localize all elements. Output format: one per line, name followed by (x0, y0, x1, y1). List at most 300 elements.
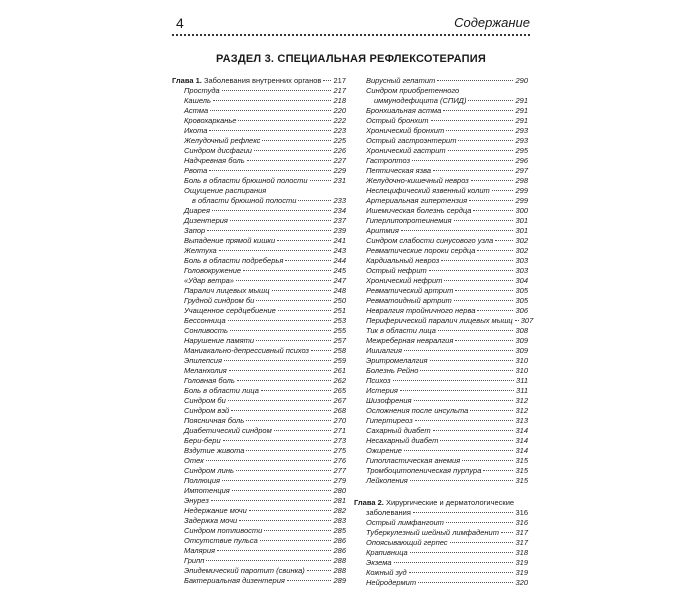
toc-entry-title: Артериальная гипертензия (366, 196, 468, 205)
toc-entry (172, 456, 346, 466)
toc-entry-title: Дизентерия (184, 216, 228, 225)
toc-entry-page: 229 (333, 166, 346, 175)
chapter-1-heading (172, 76, 346, 86)
toc-entry (172, 516, 346, 526)
toc-entry-title: Простуда (184, 86, 220, 95)
toc-entry (354, 106, 528, 116)
toc-entry-title: Вирусный гепатит (366, 76, 436, 85)
dot-leader (298, 200, 331, 201)
toc-entry-page: 231 (333, 176, 346, 185)
toc-entry (172, 376, 346, 386)
toc-entry-title: Лейкопения (366, 476, 408, 485)
toc-entry-page: 320 (515, 578, 528, 587)
toc-entry-title: Кожный зуд (366, 568, 407, 577)
toc-entry-page: 301 (515, 216, 528, 225)
toc-entry-page: 244 (333, 256, 346, 265)
toc-entry-title: Нейродермит (366, 578, 417, 587)
toc-entry-title: Периферический паралич лицевых мышц (366, 316, 513, 325)
toc-entry-page: 253 (333, 316, 346, 325)
toc-entry-page: 297 (515, 166, 528, 175)
dot-leader (217, 550, 331, 551)
toc-entry-title: Межреберная невралгия (366, 336, 454, 345)
dot-leader (438, 330, 514, 331)
toc-entry-title: Сонливость (184, 326, 228, 335)
dot-leader (443, 110, 513, 111)
toc-entry-page: 314 (515, 426, 528, 435)
toc-entry-page: 309 (515, 336, 528, 345)
toc-entry-page: 218 (333, 96, 346, 105)
toc-entry-page: 303 (515, 256, 528, 265)
toc-entry-title: Синдром приобретенного (366, 86, 460, 95)
toc-entry (354, 396, 528, 406)
dot-leader (433, 170, 513, 171)
dot-leader (455, 340, 513, 341)
dot-leader (247, 160, 332, 161)
toc-entry-title: Тик в области лица (366, 326, 436, 335)
toc-entry (354, 126, 528, 136)
toc-entry-title: Задержка мочи (184, 516, 238, 525)
dot-leader (223, 440, 332, 441)
toc-entry-page: 271 (333, 426, 346, 435)
toc-entry (354, 568, 528, 578)
dot-leader (404, 450, 514, 451)
dot-leader (272, 290, 332, 291)
dot-leader (444, 280, 513, 281)
toc-entry-page: 281 (333, 496, 346, 505)
toc-entry-title: Хронический бронхит (366, 126, 445, 135)
toc-entry-page: 267 (333, 396, 346, 405)
toc-entry-title: Грудной синдром би (184, 296, 255, 305)
toc-entry-page: 310 (515, 366, 528, 375)
dot-leader (209, 130, 331, 131)
toc-entry-title: Бери-бери (184, 436, 221, 445)
toc-entry-title: Кардиальный невроз (366, 256, 440, 265)
dot-leader (211, 500, 332, 501)
toc-entry-page: 307 (520, 316, 534, 325)
toc-entry-page: 279 (333, 476, 346, 485)
toc-entry-title: Поллюция (184, 476, 221, 485)
toc-entry-title: Осложнения после инсульта (366, 406, 469, 415)
dot-leader (455, 290, 513, 291)
dot-leader (501, 532, 514, 533)
toc-entry-page: 308 (515, 326, 528, 335)
dot-leader (206, 560, 331, 561)
toc-entry-title: Недержание мочи (184, 506, 247, 515)
toc-entry (172, 546, 346, 556)
toc-entry (172, 356, 346, 366)
dot-leader (209, 170, 331, 171)
toc-entry-title: Экзема (366, 558, 392, 567)
toc-entry-page: 258 (333, 346, 346, 355)
chapter-title-line2: заболевания (366, 508, 411, 517)
toc-entry-title: Рвота (184, 166, 208, 175)
toc-entry-title: Несахарный диабет (366, 436, 439, 445)
dot-leader (256, 340, 331, 341)
dot-leader (410, 552, 514, 553)
dot-leader (260, 540, 332, 541)
toc-entry (172, 136, 346, 146)
toc-entry-page: 291 (515, 116, 528, 125)
toc-entry (172, 506, 346, 516)
chapter-page: 217 (333, 76, 346, 85)
toc-entry-title: Желудочный рефлекс (184, 136, 261, 145)
toc-entry-title: Психоз (366, 376, 391, 385)
toc-entry-page: 298 (515, 176, 528, 185)
toc-entry (354, 456, 528, 466)
dot-leader (246, 450, 331, 451)
toc-entry (172, 196, 346, 206)
dot-leader (229, 370, 332, 371)
dot-leader (285, 260, 331, 261)
toc-entry-page: 245 (333, 266, 346, 275)
toc-entry (354, 286, 528, 296)
toc-entry-title: Ишемическая болезнь сердца (366, 206, 472, 215)
toc-entry (354, 156, 528, 166)
toc-entry-page: 223 (333, 126, 346, 135)
toc-entry (354, 236, 528, 246)
dot-leader (307, 570, 332, 571)
toc-entry-page: 306 (515, 306, 528, 315)
dot-leader (458, 140, 513, 141)
toc-entry (354, 316, 534, 326)
toc-entry-title: Синдром потливости (184, 526, 263, 535)
toc-entry-page: 280 (333, 486, 346, 495)
toc-entry (172, 426, 346, 436)
toc-entry (172, 166, 346, 176)
toc-entry-title: Синдром вэй (184, 406, 230, 415)
toc-entry (172, 276, 346, 286)
toc-entry-title: Синдром дисфагии (184, 146, 252, 155)
toc-entry-title: Выпадение прямой кишки (184, 236, 276, 245)
dot-leader (249, 510, 332, 511)
toc-entry (354, 558, 528, 568)
toc-entry (354, 256, 528, 266)
toc-entry-page: 220 (333, 106, 346, 115)
toc-entry-title: Бактериальная дизентерия (184, 576, 285, 585)
toc-entry-title: Ревматоидный артрит (366, 296, 452, 305)
section-title: РАЗДЕЛ 3. СПЕЦИАЛЬНАЯ РЕФЛЕКСОТЕРАПИЯ (216, 53, 486, 65)
toc-entry-title: Маниакально-депрессивный психоз (184, 346, 310, 355)
toc-entry-title: Боль в области лица (184, 386, 259, 395)
toc-entry-title: Учащенное сердцебиение (184, 306, 276, 315)
dot-leader (278, 310, 332, 311)
toc-entry (172, 476, 346, 486)
dot-leader (495, 240, 513, 241)
dot-leader (264, 530, 331, 531)
dot-leader (477, 310, 513, 311)
toc-entry-page: 311 (516, 386, 528, 395)
chapter-label: Глава 1. (172, 76, 202, 85)
toc-entry (354, 196, 528, 206)
toc-entry-page: 291 (515, 106, 528, 115)
dot-leader (311, 350, 331, 351)
toc-entry (354, 296, 528, 306)
toc-entry-page: 233 (333, 196, 346, 205)
dot-leader (210, 110, 331, 111)
toc-entry-page: 226 (333, 146, 346, 155)
toc-entry-page: 285 (333, 526, 346, 535)
toc-entry (354, 166, 528, 176)
toc-entry-title: Поясничная боль (184, 416, 245, 425)
toc-entry-title: Грипп (184, 556, 205, 565)
toc-entry-page: 277 (333, 466, 346, 475)
toc-entry (354, 186, 528, 196)
toc-entry-page: 275 (333, 446, 346, 455)
toc-entry-title: Запор (184, 226, 206, 235)
toc-entry-page: 305 (515, 286, 528, 295)
toc-column-left (172, 76, 346, 586)
toc-entry (172, 576, 346, 586)
toc-entry-title: Бессонница (184, 316, 226, 325)
toc-entry-title: Ощущение распирания (184, 186, 267, 195)
toc-entry-page: 257 (333, 336, 346, 345)
toc-entry-page: 315 (515, 466, 528, 475)
toc-entry-page: 313 (515, 416, 528, 425)
toc-entry (354, 326, 528, 336)
toc-entry-page: 265 (333, 386, 346, 395)
toc-entry (354, 446, 528, 456)
toc-entry-page: 262 (333, 376, 346, 385)
toc-entry-title: Бронхиальная астма (366, 106, 442, 115)
toc-entry (354, 386, 528, 396)
toc-entry-title: Пептическая язва (366, 166, 432, 175)
dot-leader (232, 490, 332, 491)
dot-leader (287, 580, 332, 581)
toc-entries-right-2 (354, 518, 528, 588)
toc-entry (354, 426, 528, 436)
dot-leader (243, 270, 331, 271)
dot-leader (401, 230, 514, 231)
toc-entry-page: 317 (515, 538, 528, 547)
dot-leader (469, 200, 513, 201)
dot-leader (228, 320, 332, 321)
toc-entry (172, 346, 346, 356)
toc-entry-page: 302 (515, 246, 528, 255)
toc-entry-page: 268 (333, 406, 346, 415)
dot-leader (219, 250, 332, 251)
dot-leader (323, 80, 331, 81)
toc-entry-title: Гипертиреоз (366, 416, 413, 425)
toc-entry-title: Желудочно-кишечный невроз (366, 176, 469, 185)
toc-entry-title: Истерия (366, 386, 398, 395)
toc-entry (172, 106, 346, 116)
toc-entry (354, 86, 528, 96)
toc-entry (172, 156, 346, 166)
toc-entry-page: 247 (333, 276, 346, 285)
toc-entry (354, 76, 528, 86)
toc-entry-page: 300 (515, 206, 528, 215)
toc-entry (172, 296, 346, 306)
toc-entry (354, 528, 528, 538)
toc-entry-page: 248 (333, 286, 346, 295)
dot-leader (431, 120, 514, 121)
dot-leader (231, 410, 331, 411)
dot-leader (236, 470, 332, 471)
chapter-page: 316 (515, 508, 528, 517)
dot-leader (471, 180, 514, 181)
dot-leader (404, 350, 514, 351)
toc-entry (354, 246, 528, 256)
toc-entry-title: Головная боль (184, 376, 235, 385)
dot-leader (515, 320, 519, 321)
dot-leader (261, 390, 332, 391)
dot-leader (254, 150, 332, 151)
toc-entry-title: Неспецифический язвенный колит (366, 186, 490, 195)
chapter-2-heading (354, 498, 528, 518)
toc-entry (172, 416, 346, 426)
dot-leader (224, 360, 332, 361)
toc-entry (172, 436, 346, 446)
toc-entry-title: Отек (184, 456, 204, 465)
toc-entry (172, 406, 346, 416)
dot-leader (246, 420, 331, 421)
toc-entry-title: Острый гастроэнтерит (366, 136, 457, 145)
toc-entry-page: 286 (333, 546, 346, 555)
toc-entry-page: 239 (333, 226, 346, 235)
toc-entry (354, 416, 528, 426)
toc-entry-page: 291 (515, 96, 528, 105)
toc-entry-page: 312 (515, 406, 528, 415)
toc-entry (172, 126, 346, 136)
dot-leader (413, 512, 514, 513)
dot-leader (446, 522, 514, 523)
dot-leader (433, 430, 514, 431)
toc-entry (354, 276, 528, 286)
toc-entry-page: 303 (515, 266, 528, 275)
toc-entry (354, 116, 528, 126)
toc-entry-title: Паралич лицевых мышц (184, 286, 270, 295)
dot-leader (410, 480, 514, 481)
toc-entry-page: 314 (515, 436, 528, 445)
toc-entry-title: Гиперлипопротеинемия (366, 216, 452, 225)
toc-entry-title: Диарея (184, 206, 210, 215)
dot-leader (454, 300, 514, 301)
toc-entry-title: Ревматический артрит (366, 286, 454, 295)
page-number: 4 (176, 15, 184, 31)
toc-entry-page: 311 (516, 376, 528, 385)
toc-entry-title: Крапивница (366, 548, 408, 557)
toc-entries-left (172, 86, 346, 586)
dot-leader (415, 420, 514, 421)
dot-leader (277, 240, 331, 241)
toc-entry (172, 496, 346, 506)
toc-entry-title: Ревматические пороки сердца (366, 246, 476, 255)
toc-entry (172, 146, 346, 156)
toc-entry (354, 518, 528, 528)
toc-entry-title: Икота (184, 126, 208, 135)
dot-leader (262, 140, 331, 141)
toc-entry (172, 526, 346, 536)
dot-leader (212, 210, 332, 211)
dot-leader (230, 330, 332, 331)
toc-entry-title: Диабетический синдром (184, 426, 272, 435)
dot-leader (420, 370, 513, 371)
toc-entry-page: 296 (515, 156, 528, 165)
dot-leader (222, 480, 331, 481)
dot-leader (418, 582, 513, 583)
toc-entry-title: Синдром би (184, 396, 226, 405)
toc-entry (172, 536, 346, 546)
toc-entry (354, 406, 528, 416)
toc-entry (172, 206, 346, 216)
toc-entry-page: 315 (515, 456, 528, 465)
toc-entry (172, 96, 346, 106)
dot-leader (213, 100, 332, 101)
toc-entry-page: 319 (515, 558, 528, 567)
toc-entry-page: 309 (515, 346, 528, 355)
toc-entry (172, 566, 346, 576)
toc-entry (354, 216, 528, 226)
dot-leader (462, 460, 513, 461)
toc-entry (354, 136, 528, 146)
toc-entry-page: 282 (333, 506, 346, 515)
toc-entry-title: Острый лимфангоит (366, 518, 444, 527)
toc-entry-page: 222 (333, 116, 346, 125)
toc-entry-title: Хронический нефрит (366, 276, 443, 285)
toc-entry (354, 306, 528, 316)
toc-entry-page: 299 (515, 186, 528, 195)
dot-leader (412, 160, 513, 161)
dot-leader (483, 470, 513, 471)
dot-leader (230, 220, 332, 221)
toc-entry (354, 476, 528, 486)
toc-entry-page: 225 (333, 136, 346, 145)
toc-entry (354, 466, 528, 476)
dot-leader (440, 440, 513, 441)
chapter-title-line1: Хирургические и дерматологические (385, 498, 515, 507)
dot-leader (441, 260, 513, 261)
toc-entry (172, 236, 346, 246)
toc-entry-title: Синдром слабости синусового узла (366, 236, 494, 245)
toc-entry (172, 336, 346, 346)
toc-entry-page: 273 (333, 436, 346, 445)
dot-leader (473, 210, 513, 211)
toc-entry-title: «Удар ветра» (184, 276, 234, 285)
toc-entry-title: Синдром линь (184, 466, 234, 475)
toc-entry-page: 259 (333, 356, 346, 365)
toc-entry-title: Шизофрения (366, 396, 412, 405)
toc-entry-page: 315 (515, 476, 528, 485)
toc-entry (354, 578, 528, 588)
toc-entry-title: Сахарный диабет (366, 426, 431, 435)
dot-leader (470, 410, 513, 411)
toc-entry-page: 317 (515, 528, 528, 537)
dot-leader (207, 230, 331, 231)
toc-entry (172, 216, 346, 226)
toc-entry (172, 246, 346, 256)
toc-entry-page: 312 (515, 396, 528, 405)
chapter-spacer (354, 486, 528, 498)
toc-entry (354, 436, 528, 446)
toc-entry-page: 293 (515, 136, 528, 145)
toc-entry (172, 186, 346, 196)
dot-leader (236, 280, 332, 281)
toc-entry (172, 116, 346, 126)
toc-entry-page: 310 (515, 356, 528, 365)
dot-leader (446, 130, 513, 131)
toc-entry-title: Нарушение памяти (184, 336, 255, 345)
toc-entry-page: 255 (333, 326, 346, 335)
toc-entry-page: 305 (515, 296, 528, 305)
dot-leader (393, 380, 514, 381)
dot-leader (206, 460, 332, 461)
toc-entry-title: Меланхолия (184, 366, 227, 375)
toc-entry-page: 293 (515, 126, 528, 135)
toc-entry-title: Острый бронхит (366, 116, 429, 125)
toc-entry-page: 237 (333, 216, 346, 225)
toc-entry (354, 538, 528, 548)
toc-entry-title: иммунодефицита (СПИД) (374, 96, 467, 105)
